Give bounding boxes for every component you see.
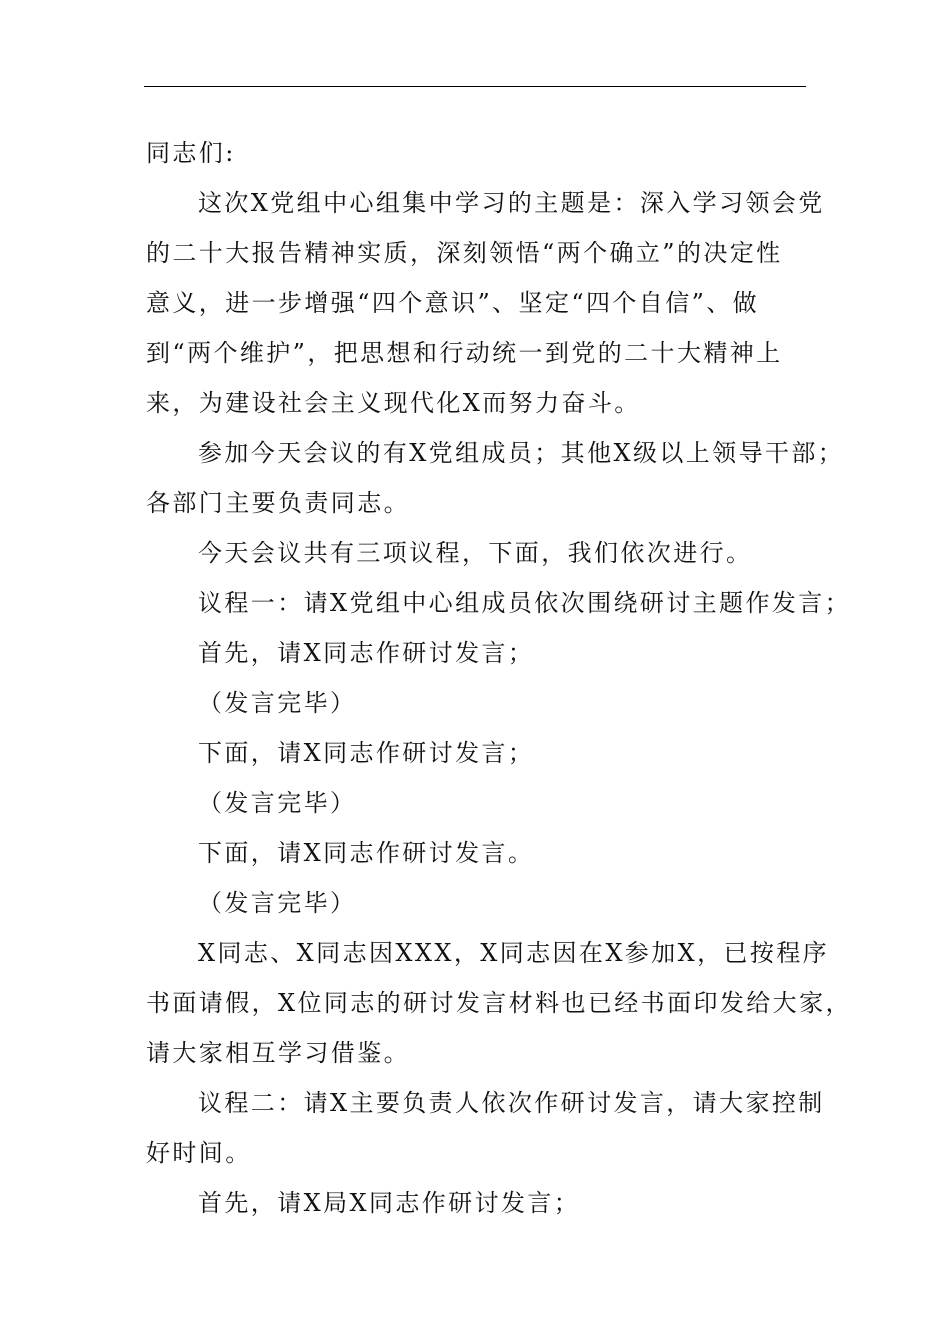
paragraph-line: 首先，请X局X同志作研讨发言； (198, 1189, 581, 1217)
paragraph-line: X同志、X同志因XXX，X同志因在X参加X，已按程序 (198, 939, 830, 967)
agenda-item-line: 议程一：请X党组中心组成员依次围绕研讨主题作发言； (198, 589, 852, 617)
paragraph-line: 来，为建设社会主义现代化X而努力奋斗。 (146, 389, 641, 417)
paragraph-line: 今天会议共有三项议程，下面，我们依次进行。 (198, 539, 753, 567)
paragraph-line: 的二十大报告精神实质，深刻领悟“两个确立”的决定性 (146, 239, 783, 267)
remark-line: （发言完毕） (198, 689, 357, 717)
paragraph-line: 首先，请X同志作研讨发言； (198, 639, 535, 667)
header-rule (144, 86, 806, 87)
remark-line: （发言完毕） (198, 889, 357, 917)
paragraph-line: 这次X党组中心组集中学习的主题是：深入学习领会党 (198, 189, 825, 217)
document-body (146, 128, 852, 1228)
paragraph-line: 到“两个维护”，把思想和行动统一到党的二十大精神上 (146, 339, 783, 367)
paragraph-line: 参加今天会议的有X党组成员；其他X级以上领导干部； (198, 439, 845, 467)
agenda-item-line: 议程二：请X主要负责人依次作研讨发言，请大家控制 (198, 1089, 825, 1117)
paragraph-line: 下面，请X同志作研讨发言； (198, 739, 535, 767)
paragraph-line: 各部门主要负责同志。 (146, 489, 410, 517)
paragraph-line: 下面，请X同志作研讨发言。 (198, 839, 535, 867)
remark-line: （发言完毕） (198, 789, 357, 817)
paragraph-line: 好时间。 (146, 1139, 252, 1167)
paragraph-line: 请大家相互学习借鉴。 (146, 1039, 410, 1067)
paragraph-line: 书面请假，X位同志的研讨发言材料也已经书面印发给大家， (146, 989, 852, 1017)
salutation-line: 同志们: (146, 139, 236, 167)
paragraph-line: 意义，进一步增强“四个意识”、坚定“四个自信”、做 (146, 289, 760, 317)
